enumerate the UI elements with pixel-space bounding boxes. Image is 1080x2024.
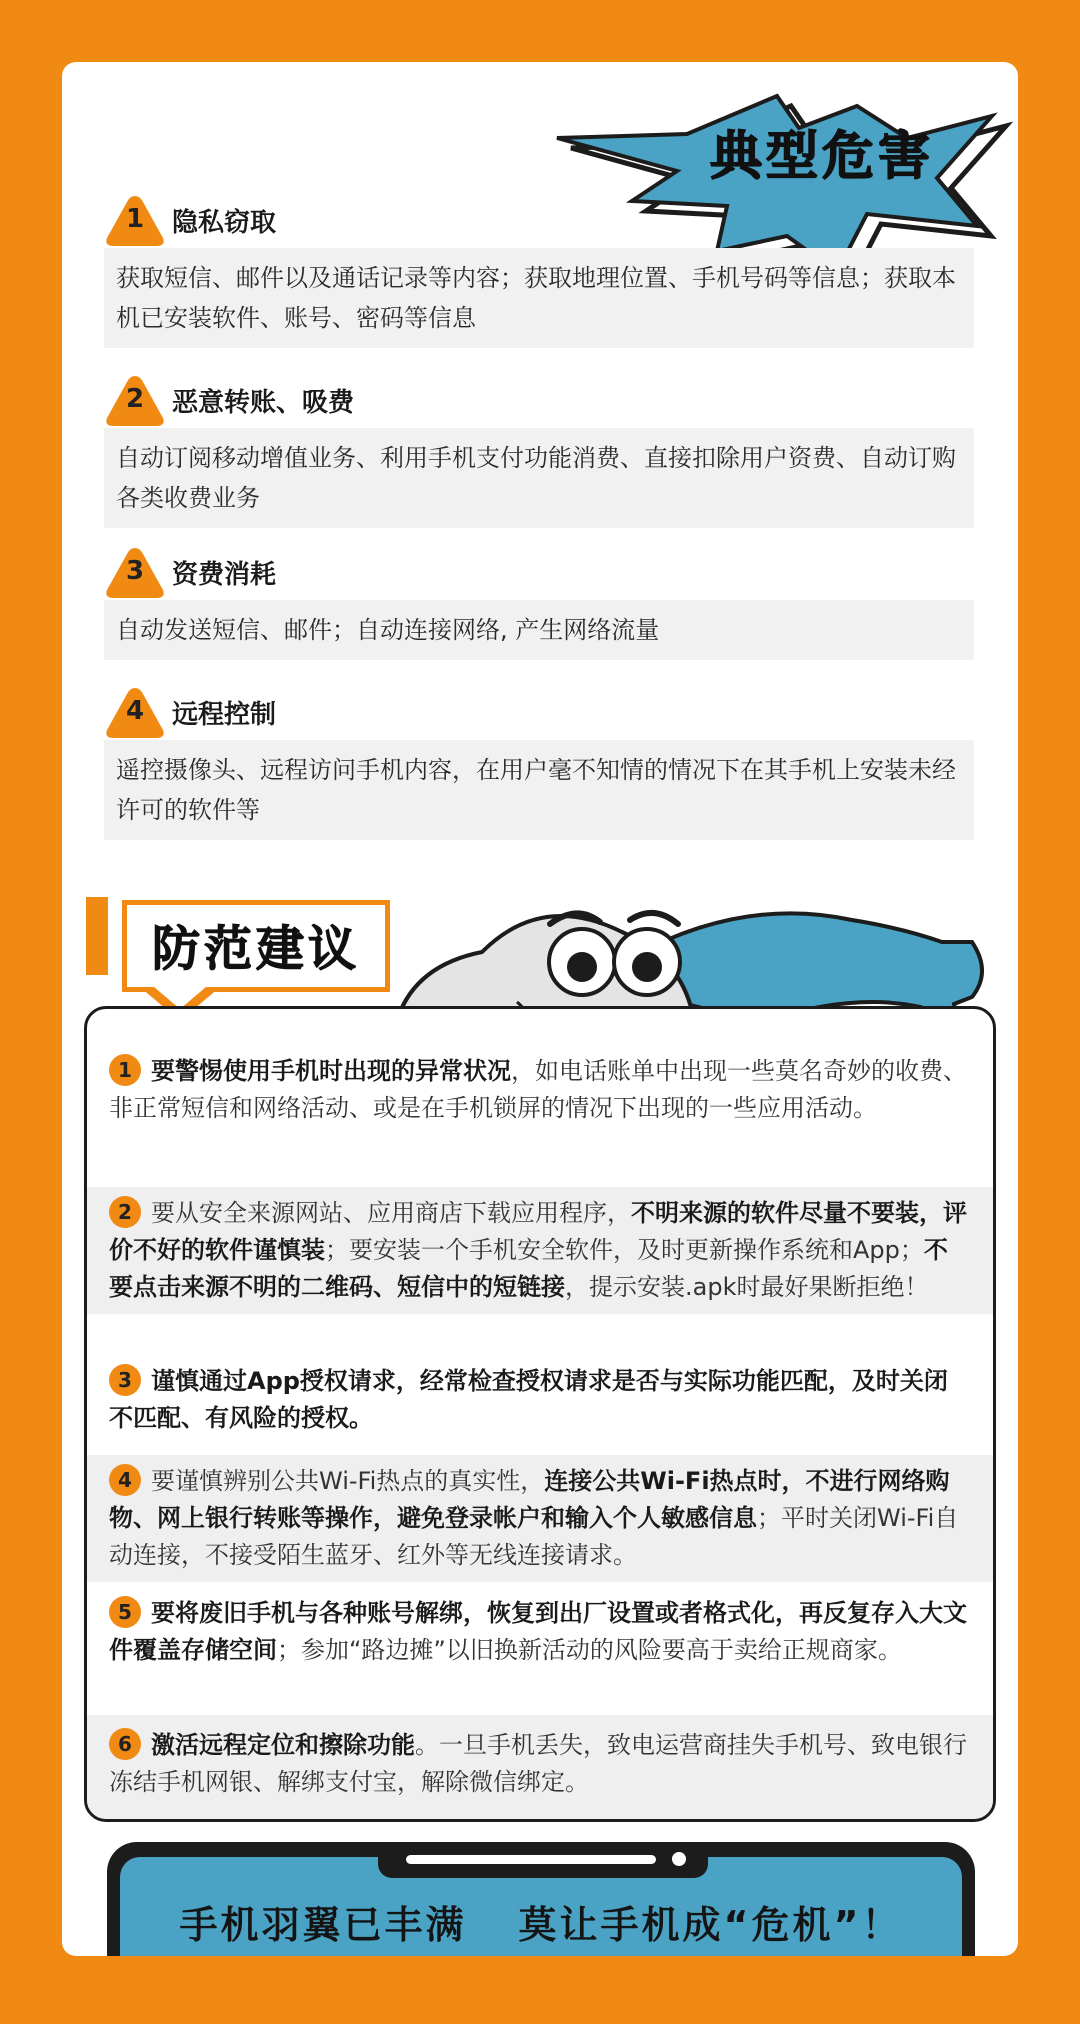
advice-title: 防范建议 — [151, 921, 360, 977]
hazard-description: 自动发送短信、邮件；自动连接网络, 产生网络流量 — [104, 600, 974, 660]
hazard-item-4 — [104, 686, 974, 840]
hazard-number: 2 — [125, 384, 145, 414]
tip-2 — [87, 1187, 993, 1314]
tip-number: 6 — [109, 1728, 141, 1760]
hazard-title: 隐私窃取 — [172, 208, 277, 238]
tip-text — [109, 1367, 948, 1432]
tip-6 — [87, 1715, 993, 1822]
slogan-left: 手机羽翼已丰满 — [179, 1903, 467, 1947]
tip-3 — [87, 1363, 993, 1437]
camera-dot-icon — [672, 1852, 686, 1866]
tip-text-bold: 谨慎通过App授权请求，经常检查授权请求是否与实际功能匹配，及时关闭不匹配、有风险的授权。 — [109, 1367, 948, 1432]
tip-text-run: ，提示安装.apk时最好果断拒绝！ — [565, 1273, 929, 1301]
tip-text — [109, 1599, 967, 1664]
tip-number: 3 — [109, 1364, 141, 1396]
tip-text — [109, 1057, 967, 1122]
hazard-description: 获取短信、邮件以及通话记录等内容；获取地理位置、手机号码等信息；获取本机已安装软件、账号、密码等信息 — [104, 248, 974, 348]
tip-text-bold: 连接公共Wi-Fi热点时，不进行网络购物、网上银行转账等操作，避免登录帐户和输入个人敏感信息 — [109, 1467, 950, 1532]
hazard-number: 1 — [125, 204, 145, 234]
hazard-title: 资费消耗 — [172, 560, 277, 590]
tip-text-bold: 要警惕使用手机时出现的异常状况 — [151, 1057, 511, 1085]
hazard-title: 恶意转账、吸费 — [172, 388, 355, 418]
hazard-number: 4 — [125, 696, 145, 726]
hazard-title: 远程控制 — [172, 700, 277, 730]
tip-number: 5 — [109, 1596, 141, 1628]
tip-text — [109, 1467, 958, 1569]
advice-panel — [84, 1006, 996, 1822]
advice-tab-accent — [86, 897, 108, 975]
tip-text — [109, 1731, 967, 1796]
hazard-description: 自动订阅移动增值业务、利用手机支付功能消费、直接扣除用户资费、自动订购各类收费业务 — [104, 428, 974, 528]
hazard-number: 3 — [125, 556, 145, 586]
poster-card — [62, 62, 1018, 1956]
tip-number: 4 — [109, 1464, 141, 1496]
hazard-item-3 — [104, 546, 974, 660]
tip-text-bold: 要将废旧手机与各种账号解绑，恢复到出厂设置或者格式化，再反复存入大文件覆盖存储空间 — [109, 1599, 967, 1664]
tip-4 — [87, 1455, 993, 1582]
tip-text-run: ，如电话账单中出现一些莫名奇妙的收费、非正常短信和网络活动、或是在手机锁屏的情况下出现的一些应用活动。 — [109, 1057, 967, 1122]
tip-1 — [87, 1053, 993, 1127]
tip-text-run: ；平时关闭Wi-Fi自动连接，不接受陌生蓝牙、红外等无线连接请求。 — [109, 1504, 959, 1569]
tip-text-bold: 不明来源的软件尽量不要装，评价不好的软件谨慎装 — [109, 1199, 967, 1264]
hazard-description: 遥控摄像头、远程访问手机内容，在用户毫不知情的情况下在其手机上安装未经许可的软件等 — [104, 740, 974, 840]
speaker-bar-icon — [406, 1855, 656, 1864]
tip-text-run: ；要安装一个手机安全软件，及时更新操作系统和App； — [325, 1236, 924, 1264]
tip-text-run: 要谨慎辨别公共Wi-Fi热点的真实性， — [151, 1467, 545, 1495]
tip-text-bold: 不要点击来源不明的二维码、短信中的短链接 — [109, 1236, 948, 1301]
hazard-item-1 — [104, 194, 974, 348]
tip-text-run: ；参加“路边摊”以旧换新活动的风险要高于卖给正规商家。 — [277, 1636, 902, 1664]
tip-text-bold: 激活远程定位和擦除功能 — [151, 1731, 415, 1759]
tip-number: 1 — [109, 1054, 141, 1086]
slogan-right: 莫让手机成“危机”！ — [518, 1903, 903, 1947]
footer-slogan — [120, 1894, 962, 1949]
tip-text — [109, 1199, 967, 1301]
tip-number: 2 — [109, 1196, 141, 1228]
tip-text-run: 。一旦手机丢失，致电运营商挂失手机号、致电银行冻结手机网银、解绑支付宝，解除微信绑定。 — [109, 1731, 967, 1796]
tip-text-run: 要从安全来源网站、应用商店下载应用程序， — [151, 1199, 631, 1227]
hazards-title: 典型危害 — [709, 127, 934, 187]
hazard-item-2 — [104, 374, 974, 528]
tip-5 — [87, 1595, 993, 1669]
